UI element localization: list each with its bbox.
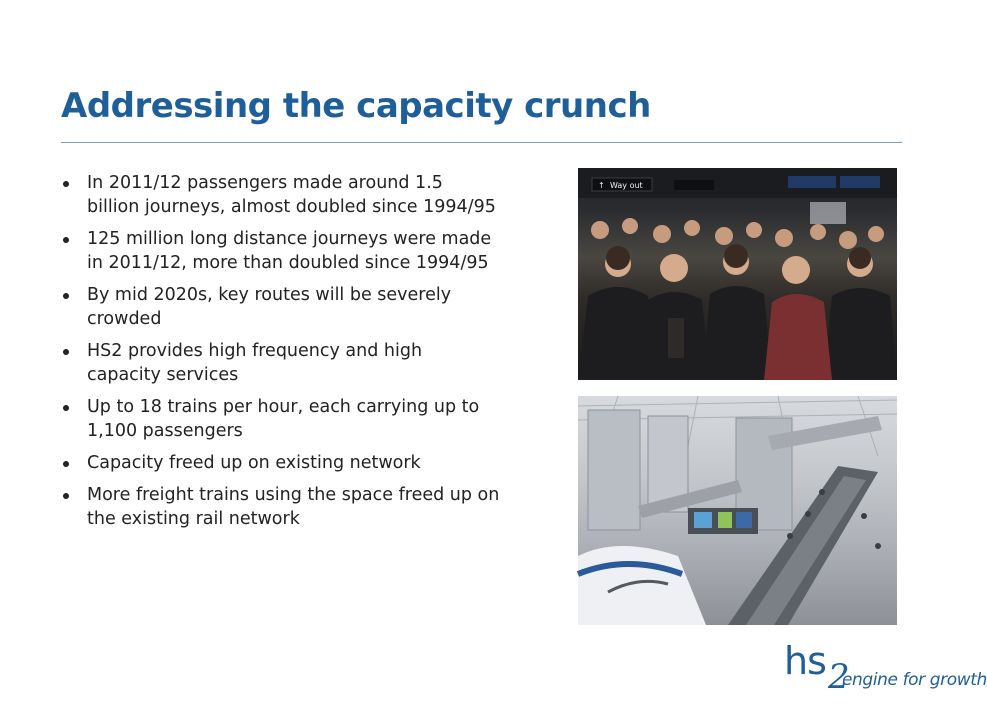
svg-text:↑: ↑ [598, 181, 605, 190]
bullet-item [60, 171, 500, 219]
bullet-text: More freight trains using the space freed up on the existing rail network [87, 485, 500, 529]
bullet-item [60, 395, 500, 443]
bullet-dot-icon [63, 405, 69, 411]
bullet-item [60, 227, 500, 275]
logo-mark: hs [784, 639, 826, 683]
logo-numeral: 2 [828, 657, 850, 697]
bullet-dot-icon [63, 293, 69, 299]
bullet-item [60, 451, 500, 475]
bullet-dot-icon [63, 461, 69, 467]
bullet-text: In 2011/12 passengers made around 1.5 billion journeys, almost doubled since 1994/95 [87, 173, 496, 217]
bullet-item [60, 483, 500, 531]
bullet-text: Capacity freed up on existing network [87, 453, 421, 473]
bullet-text: Up to 18 trains per hour, each carrying up to 1,100 passengers [87, 397, 480, 441]
bullet-item [60, 339, 500, 387]
way-out-sign: Way out [610, 181, 643, 190]
hs2-logo [784, 639, 987, 698]
hs2-station-render-photo [578, 396, 897, 625]
station-illustration [578, 396, 897, 625]
bullet-list [60, 171, 500, 539]
slide-title: Addressing the capacity crunch [61, 86, 651, 126]
bullet-dot-icon [63, 181, 69, 187]
logo-tagline: engine for growth [842, 670, 987, 690]
bullet-item [60, 283, 500, 331]
bullet-text: 125 million long distance journeys were made in 2011/12, more than doubled since 1994/95 [87, 229, 492, 273]
crowd-illustration [578, 168, 897, 380]
bullet-dot-icon [63, 493, 69, 499]
bullet-dot-icon [63, 349, 69, 355]
bullet-dot-icon [63, 237, 69, 243]
title-divider [61, 142, 902, 143]
bullet-text: By mid 2020s, key routes will be severely crowded [87, 285, 452, 329]
bullet-text: HS2 provides high frequency and high capacity services [87, 341, 423, 385]
crowded-station-photo [578, 168, 897, 380]
